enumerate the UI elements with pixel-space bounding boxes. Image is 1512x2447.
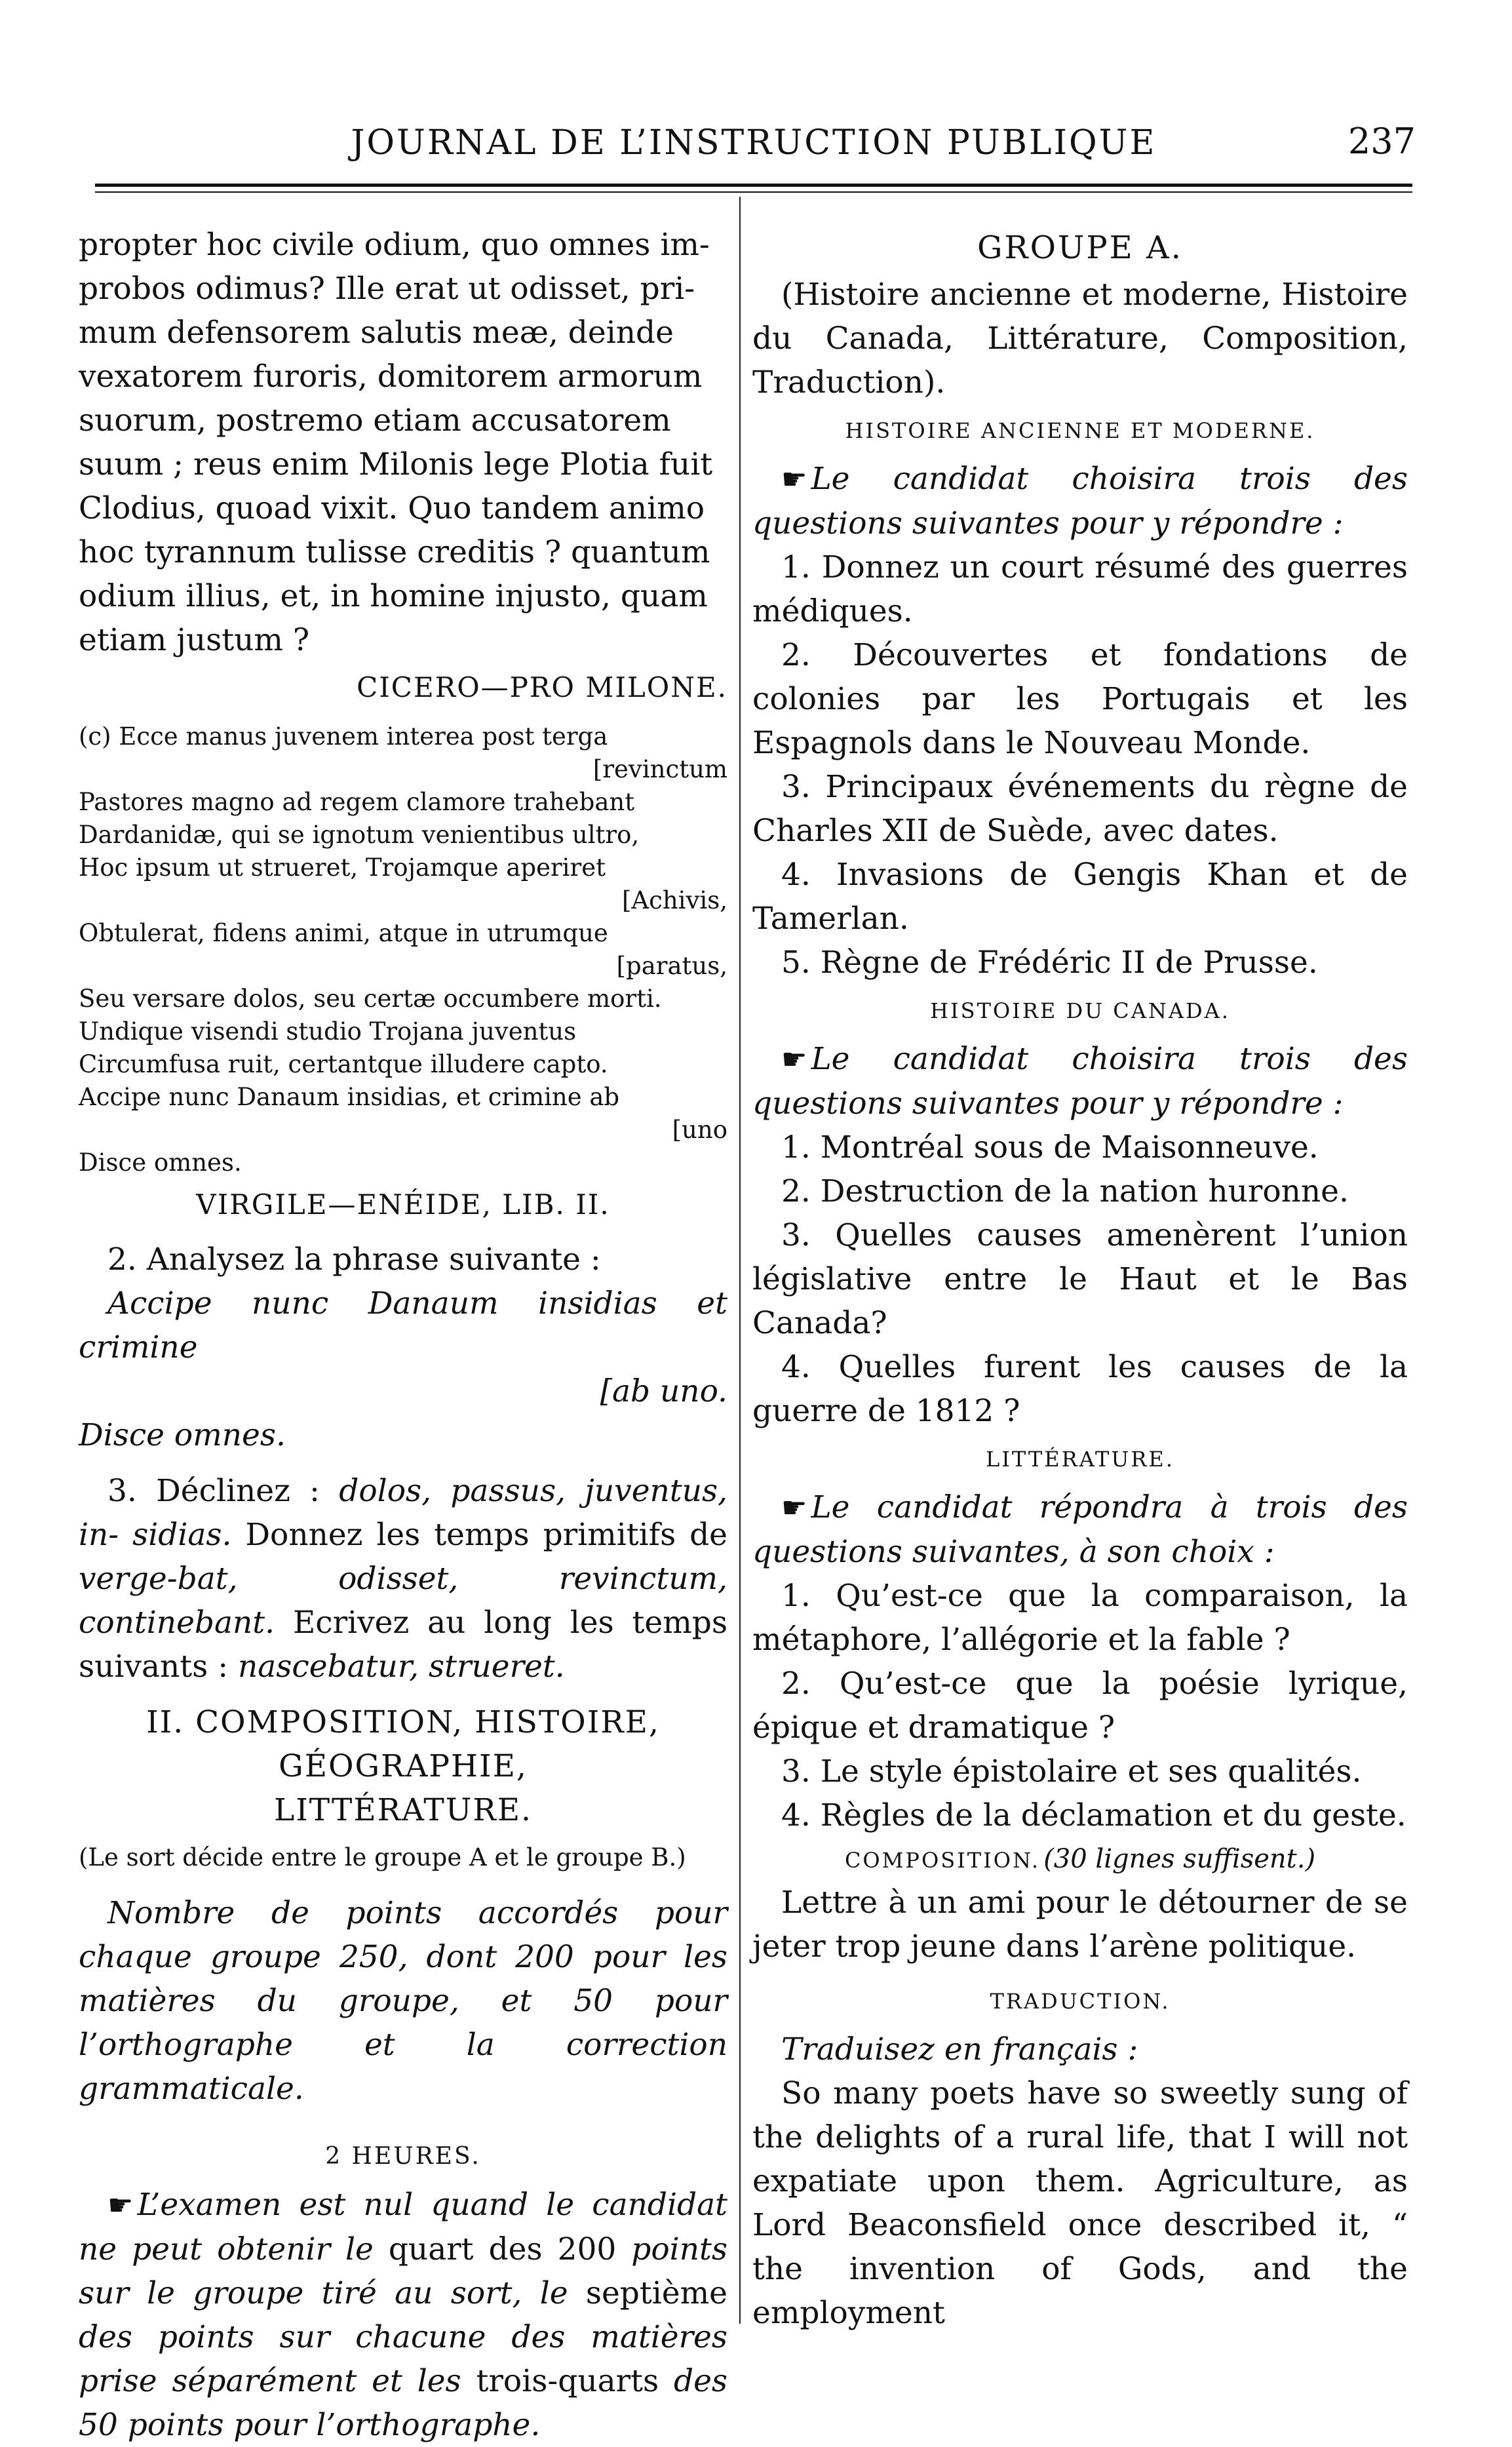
list-item: 3. Quelles causes amenèrent l’union législative entre le Haut et le Bas Canada? xyxy=(752,1217,1408,1341)
pointing-hand-icon: ☛ xyxy=(781,463,807,496)
right-column xyxy=(752,223,1408,2335)
pointing-hand-icon: ☛ xyxy=(781,1043,807,1076)
verse-line: Pastores magno ad regem clamore trahebant xyxy=(79,788,635,816)
instruction-text: Le candidat répondra à trois des questions suivantes, à son choix : xyxy=(752,1489,1408,1570)
prose-line: suorum, postremo etiam accusatorem xyxy=(79,402,671,439)
q3-words: nascebatur, xyxy=(238,1649,419,1685)
list-item: 2. Destruction de la nation huronne. xyxy=(781,1173,1349,1209)
q2-latin-line: Accipe nunc Danaum insidias et crimine xyxy=(79,1285,727,1365)
running-head: JOURNAL DE L’INSTRUCTION PUBLIQUE xyxy=(351,123,1157,163)
section-ii-line: II. COMPOSITION, HISTOIRE, GÉOGRAPHIE, xyxy=(146,1704,660,1784)
header-rule-thin xyxy=(95,191,1412,193)
list-item: 4. Règles de la déclamation et du geste. xyxy=(781,1797,1406,1833)
hours-heading: 2 HEURES. xyxy=(325,2143,481,2170)
list-item: 1. Donnez un court résumé des guerres médiques. xyxy=(752,549,1408,629)
verse-line: Undique visendi studio Trojana juventus xyxy=(79,1017,577,1046)
q3-text: au long les temps suivants : xyxy=(79,1605,727,1685)
group-subjects: (Histoire ancienne et moderne, Histoire du Canada, Littérature, Composition, Traduction). xyxy=(752,277,1408,401)
prose-line: propter hoc civile odium, quo omnes im- xyxy=(79,227,710,263)
left-column xyxy=(79,223,727,2447)
lot-note: (Le sort décide entre le groupe A et le groupe B.) xyxy=(79,1843,686,1871)
prose-line: etiam justum ? xyxy=(79,622,310,658)
verse-line: Circumfusa ruit, certantque illudere capto. xyxy=(79,1050,608,1078)
list-item: 3. Principaux événements du règne de Charles XII de Suède, avec dates. xyxy=(752,769,1408,849)
column-divider xyxy=(739,197,741,2324)
page-header xyxy=(92,111,1416,184)
list-item: 1. Qu’est-ce que la comparaison, la métaphore, l’allégorie et la fable ? xyxy=(752,1578,1408,1658)
trad-instruction: Traduisez en français : xyxy=(781,2031,1138,2067)
prose-line: odium illius, et, in homine injusto, quam xyxy=(79,578,708,614)
latin-prose xyxy=(79,223,727,662)
q3-words: dolos, passus, juventus, in- xyxy=(79,1473,727,1553)
exam-note-part: points sur le groupe tiré au sort, le xyxy=(79,2231,727,2311)
q2-latin-line: Disce omnes. xyxy=(79,1417,286,1453)
list-item: 4. Quelles furent les causes de la guerre de 1812 ? xyxy=(752,1349,1408,1429)
verse-line: (c) Ecce manus juvenem interea post terga xyxy=(79,722,608,751)
canada-heading: HISTOIRE DU CANADA. xyxy=(930,998,1230,1023)
q3-words: verge- xyxy=(79,1561,178,1597)
verse-line: Obtulerat, fidens animi, atque in utrumque xyxy=(79,919,608,947)
spacer xyxy=(79,1689,727,1700)
q3-text: Ecrivez xyxy=(275,1605,410,1641)
verse-line: Accipe nunc Danaum insidias, et crimine ab xyxy=(79,1083,620,1111)
composition-heading xyxy=(752,1844,1408,1874)
trad-text: So many poets have so sweetly sung of the delights of a rural life, that I will not expatiate upon them. Agriculture, as Lord Beaconsfield once described it, “ the invention of Gods, and the employment xyxy=(752,2075,1408,2331)
page-number: 237 xyxy=(1347,121,1416,162)
exam-note-part: trois-quarts xyxy=(461,2363,674,2399)
lit-heading: LITTÉRATURE. xyxy=(986,1447,1174,1472)
q2-latin-line: [ab uno. xyxy=(600,1373,727,1409)
points-note: Nombre de points accordés pour chaque groupe 250, dont 200 pour les matières du groupe, et 50 pour l’orthographe et la correction grammaticale. xyxy=(79,1895,727,2107)
lit-instruction xyxy=(752,1485,1408,1574)
exam-note-part: L’examen est nul quand le candidat ne peut obtenir le xyxy=(79,2187,727,2267)
instruction-text: Le candidat choisira trois des questions suivantes pour y répondre : xyxy=(752,1041,1408,1122)
hist-heading: HISTOIRE ANCIENNE ET MODERNE. xyxy=(845,418,1315,443)
pointing-hand-icon: ☛ xyxy=(107,2189,134,2222)
verse-line: [uno xyxy=(672,1116,727,1144)
q3-label: 3. Déclinez : xyxy=(107,1473,339,1509)
question-2 xyxy=(79,1238,727,1457)
verse-line: [revinctum xyxy=(592,755,727,783)
canada-list xyxy=(752,1126,1408,1433)
verse-line: [Achivis, xyxy=(621,886,727,914)
exam-note-part: des points sur chacune des matières prise séparément et les xyxy=(79,2319,727,2399)
exam-note-part: des 50 points pour l’orthographe. xyxy=(79,2363,728,2443)
list-item: 2. Découvertes et fondations de colonies par les Portugais et les Espagnols dans le Nouveau Monde. xyxy=(752,637,1408,761)
q3-words: strueret. xyxy=(429,1649,565,1685)
section-ii-line: LITTÉRATURE. xyxy=(273,1792,532,1828)
virgil-verse xyxy=(79,720,727,1179)
prose-line: suum ; reus enim Milonis lege Plotia fuit xyxy=(79,446,713,482)
q2-intro: 2. Analysez la phrase suivante : xyxy=(107,1242,601,1278)
comp-note: (30 lignes suffisent.) xyxy=(1043,1844,1316,1874)
q3-words: sidias. xyxy=(132,1517,232,1553)
exam-note-part: quart des 200 xyxy=(373,2231,632,2267)
cicero-attribution: CICERO—PRO MILONE. xyxy=(357,671,727,703)
prose-line: mum defensorem salutis meæ, deinde xyxy=(79,315,674,351)
comp-task: Lettre à un ami pour le détourner de se jeter trop jeune dans l’arène politique. xyxy=(752,1885,1408,1965)
verse-line: Dardanidæ, qui se ignotum venientibus ultro, xyxy=(79,821,640,849)
section-ii-heading xyxy=(79,1700,727,1832)
exam-note-part: septième xyxy=(568,2275,727,2311)
hist-list xyxy=(752,545,1408,985)
pointing-hand-icon: ☛ xyxy=(781,1491,807,1525)
prose-line: probos odimus? Ille erat ut odisset, pri- xyxy=(79,271,695,307)
prose-line: hoc tyrannum tulisse creditis ? quantum xyxy=(79,534,710,570)
verse-line: Disce omnes. xyxy=(79,1148,242,1177)
canada-instruction xyxy=(752,1037,1408,1126)
q3-words: bat, odisset, revinctum, continebant. xyxy=(79,1561,727,1641)
spacer xyxy=(79,1457,727,1469)
question-3 xyxy=(79,1469,727,1689)
list-item: 5. Règne de Frédéric II de Prusse. xyxy=(781,945,1318,981)
group-title: GROUPE A. xyxy=(977,229,1183,266)
trad-heading: TRADUCTION. xyxy=(990,1989,1171,2014)
instruction-text: Le candidat choisira trois des questions suivantes pour y répondre : xyxy=(752,461,1408,541)
verse-line: Seu versare dolos, seu certæ occumbere morti. xyxy=(79,985,662,1013)
verse-line: [paratus, xyxy=(616,952,727,980)
list-item: 1. Montréal sous de Maisonneuve. xyxy=(781,1129,1319,1165)
list-item: 4. Invasions de Gengis Khan et de Tamerlan. xyxy=(752,857,1408,937)
exam-note xyxy=(79,2183,727,2447)
list-item: 3. Le style épistolaire et ses qualités. xyxy=(781,1753,1362,1790)
verse-line: Hoc ipsum ut strueret, Trojamque aperiret xyxy=(79,853,606,882)
spacer xyxy=(79,2111,727,2130)
list-item: 2. Qu’est-ce que la poésie lyrique, épique et dramatique ? xyxy=(752,1666,1408,1746)
header-rule-thick xyxy=(95,184,1412,187)
lit-list xyxy=(752,1574,1408,1837)
hist-instruction xyxy=(752,457,1408,545)
prose-line: vexatorem furoris, domitorem armorum xyxy=(79,359,703,395)
comp-heading-label: COMPOSITION. xyxy=(844,1848,1041,1873)
virgile-attribution: VIRGILE—ENÉIDE, LIB. II. xyxy=(196,1188,610,1221)
prose-line: Clodius, quoad vixit. Quo tandem animo xyxy=(79,490,705,526)
q3-text: Donnez les temps primitifs de xyxy=(231,1517,727,1553)
